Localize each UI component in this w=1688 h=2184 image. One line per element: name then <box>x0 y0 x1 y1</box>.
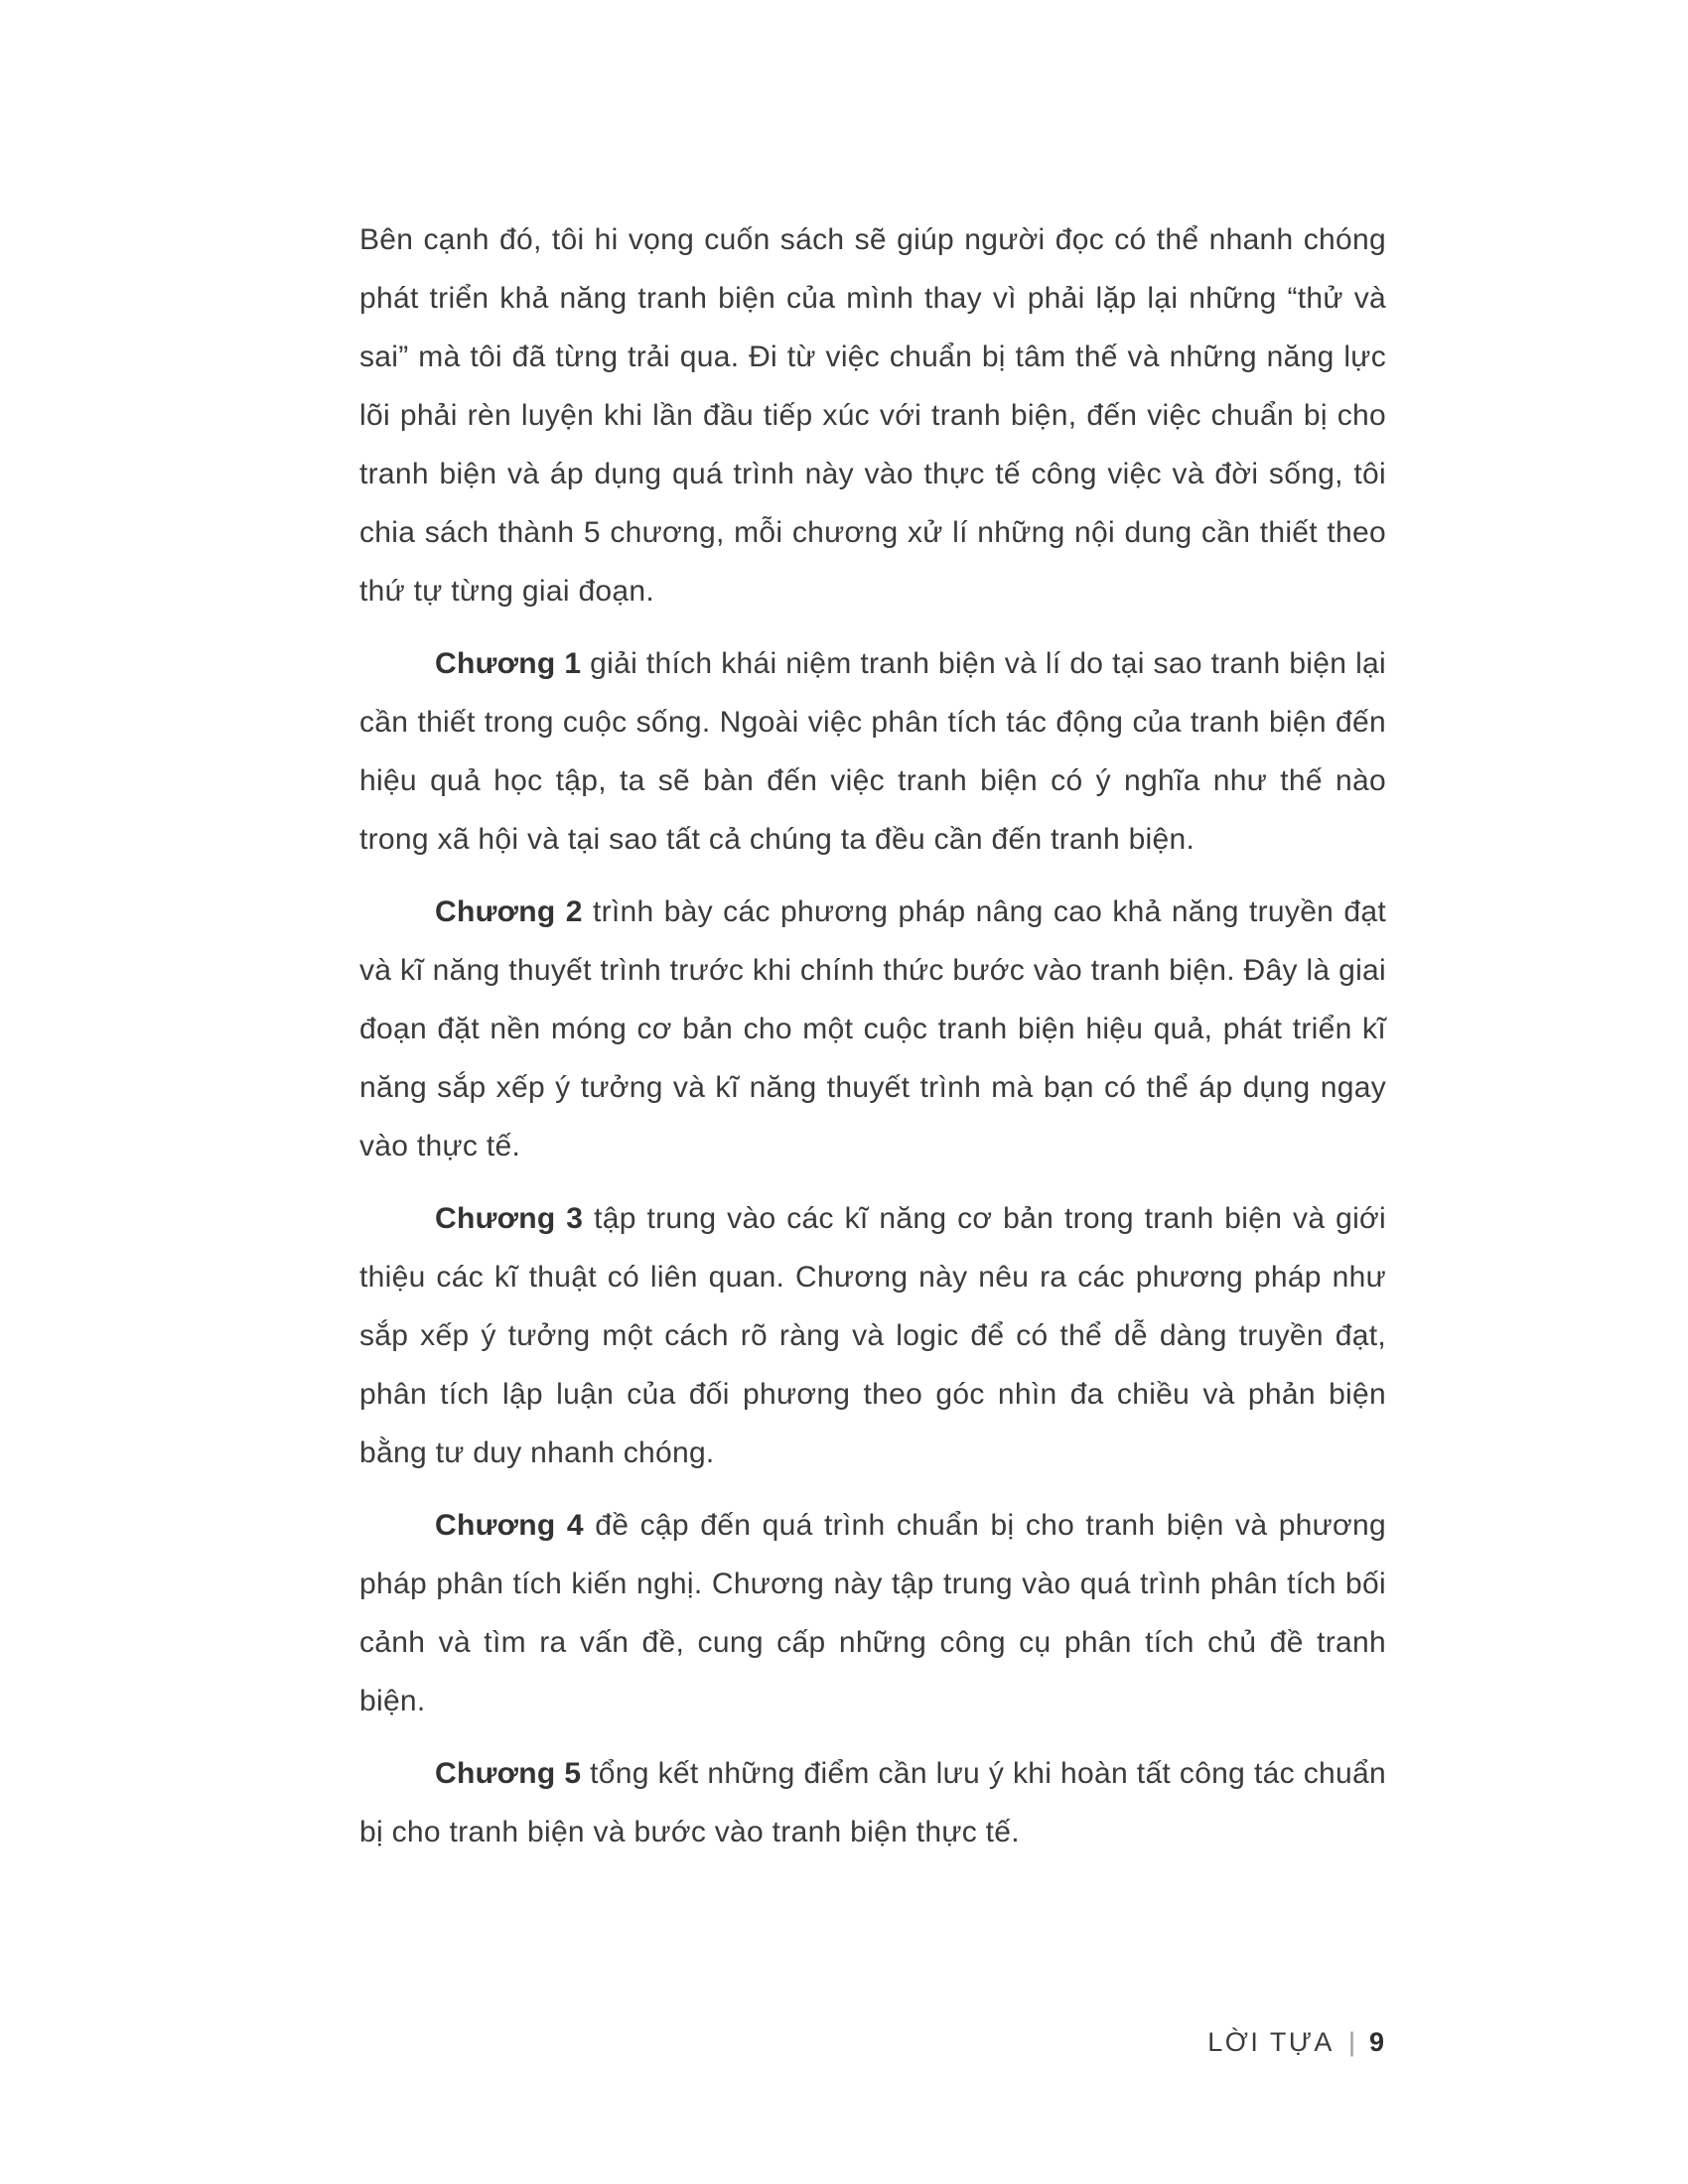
chapter-lead-label: Chương 4 <box>435 1509 584 1542</box>
footer-section-title: LỜI TỰA <box>1207 2027 1335 2057</box>
paragraph-chapter-4 <box>359 1496 1386 1730</box>
page-body-text <box>359 210 1386 1875</box>
paragraph-text: Bên cạnh đó, tôi hi vọng cuốn sách sẽ giúp người đọc có thể nhanh chóng phát triển khả năng tranh biện của mình thay vì phải lặp lại những “thử và sai” mà tôi đã từng trải qua. Đi từ việc chuẩn bị tâm thế và những năng lực lõi phải rèn luyện khi lần đầu tiếp xúc với tranh biện, đến việc chuẩn bị cho tranh biện và áp dụng quá trình này vào thực tế công việc và đời sống, tôi chia sách thành 5 chương, mỗi chương xử lí những nội dung cần thiết theo thứ tự từng giai đoạn. <box>359 223 1386 608</box>
footer-separator: | <box>1347 2027 1355 2057</box>
paragraph-text: tổng kết những điểm cần lưu ý khi hoàn tất công tác chuẩn bị cho tranh biện và bước vào tranh biện thực tế. <box>359 1757 1386 1848</box>
paragraph-text: đề cập đến quá trình chuẩn bị cho tranh biện và phương pháp phân tích kiến nghị. Chương này tập trung vào quá trình phân tích bối cảnh và tìm ra vấn đề, cung cấp những công cụ phân tích chủ đề tranh biện. <box>359 1509 1386 1717</box>
footer-page-number: 9 <box>1368 2027 1384 2057</box>
paragraph-text: giải thích khái niệm tranh biện và lí do tại sao tranh biện lại cần thiết trong cuộc sống. Ngoài việc phân tích tác động của tranh biện đến hiệu quả học tập, ta sẽ bàn đến việc tranh biện có ý nghĩa như thế nào trong xã hội và tại sao tất cả chúng ta đều cần đến tranh biện. <box>359 647 1386 856</box>
paragraph-text: tập trung vào các kĩ năng cơ bản trong tranh biện và giới thiệu các kĩ thuật có liên quan. Chương này nêu ra các phương pháp như sắp xếp ý tưởng một cách rõ ràng và logic để có thể dễ dàng truyền đạt, phân tích lập luận của đối phương theo góc nhìn đa chiều và phản biện bằng tư duy nhanh chóng. <box>359 1202 1386 1469</box>
paragraph-chapter-3 <box>359 1189 1386 1482</box>
chapter-lead-label: Chương 1 <box>435 647 582 680</box>
paragraph-chapter-2 <box>359 883 1386 1175</box>
paragraph-chapter-5 <box>359 1744 1386 1861</box>
paragraph-intro <box>359 210 1386 620</box>
page-footer <box>1207 2025 1384 2059</box>
chapter-lead-label: Chương 2 <box>435 895 583 928</box>
paragraph-text: trình bày các phương pháp nâng cao khả năng truyền đạt và kĩ năng thuyết trình trước khi chính thức bước vào tranh biện. Đây là giai đoạn đặt nền móng cơ bản cho một cuộc tranh biện hiệu quả, phát triển kĩ năng sắp xếp ý tưởng và kĩ năng thuyết trình mà bạn có thể áp dụng ngay vào thực tế. <box>359 895 1386 1162</box>
chapter-lead-label: Chương 5 <box>435 1757 582 1790</box>
chapter-lead-label: Chương 3 <box>435 1202 584 1235</box>
paragraph-chapter-1 <box>359 634 1386 869</box>
